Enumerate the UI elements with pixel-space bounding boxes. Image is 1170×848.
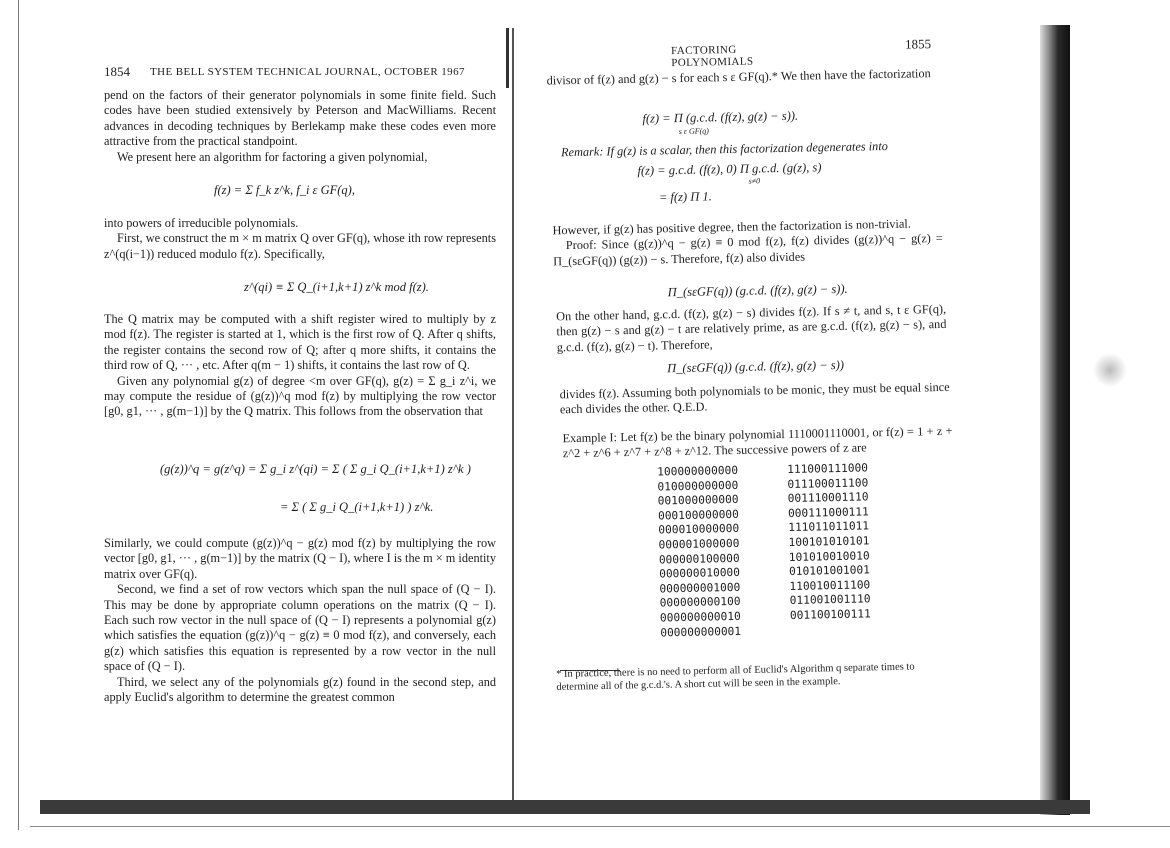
left-equation-3b: = Σ ( Σ g_i Q_(i+1,k+1) ) z^k.: [280, 500, 434, 514]
left-equation-2: z^(qi) ≡ Σ Q_(i+1,k+1) z^k mod f(z).: [244, 280, 429, 294]
table-row: 010000000000: [657, 478, 739, 494]
left-paragraph-5: The Q matrix may be computed with a shift register wired to multiply by z mod f(z). The register is started at 1, which is the first row of Q. After q shifts, the register contains the second row of Q; after q more shifts, it contains the third row of Q, ··· , etc. After q(m − 1) shifts, it contains the last row of Q.: [104, 312, 496, 373]
right-paragraph-1: divisor of f(z) and g(z) − s for each s ε GF(q).* We then have the factorization: [546, 66, 931, 88]
table-row: 010101001001: [788, 563, 871, 579]
left-paragraph-9: Third, we select any of the polynomials g(z) found in the second step, and apply Euclid's algorithm to determine the greatest common: [104, 674, 496, 705]
left-text-block-3: [104, 312, 496, 420]
right-equation-3: = f(z) Π 1.: [658, 189, 712, 205]
table-row: 000010000000: [658, 522, 740, 537]
table-row: 000100000000: [657, 507, 739, 523]
right-text-block-3: [556, 302, 947, 356]
right-paragraph-4: divides f(z). Assuming both polynomials to be monic, they must be equal since each divides the other. Q.E.D.: [559, 379, 950, 417]
powers-table-right-column: [787, 461, 871, 623]
right-example: Example I: Let f(z) be the binary polynomial 1110001110001, or f(z) = 1 + z + z^2 + z^6 + z^7 + z^8 + z^12. The successive powers of z are: [562, 423, 953, 461]
left-equation-1: f(z) = Σ f_k z^k, f_i ε GF(q),: [214, 183, 355, 197]
table-row: 000000000100: [659, 595, 741, 610]
left-text-block-4: [104, 536, 496, 705]
right-equation-5: Π_(sεGF(q)) (g.c.d. (f(z), g(z) − s)): [667, 357, 845, 376]
table-row: 000001000000: [658, 536, 740, 552]
right-equation-4: Π_(sεGF(q)) (g.c.d. (f(z), g(z) − s)).: [667, 281, 848, 300]
scan-artifact: [1090, 350, 1130, 390]
table-row: 001100100111: [789, 607, 871, 622]
left-paragraph-3: into powers of irreducible polynomials.: [104, 216, 299, 230]
table-row: 110010011100: [789, 578, 871, 593]
right-paragraph-2: However, if g(z) has positive degree, then the factorization is non-trivial.: [552, 216, 911, 238]
right-equation-2: f(z) = g.c.d. (f(z), 0) Π g.c.d. (g(z), s): [637, 160, 822, 178]
left-text-block-2: [104, 216, 496, 262]
table-row: 000000000010: [659, 609, 741, 625]
table-row: 000000001000: [659, 580, 741, 596]
table-row: 101010010010: [788, 548, 870, 564]
left-paragraph-2: We present here an algorithm for factoring a given polynomial,: [117, 149, 428, 164]
left-paragraph-4: First, we construct the m × m matrix Q over GF(q), whose ith row represents z^(q(i−1)) reduced modulo f(z). Specifically,: [104, 231, 496, 261]
table-row: 100000000000: [657, 463, 739, 479]
right-text-block-1: [547, 66, 937, 89]
table-row: 100101010101: [788, 534, 870, 549]
right-equation-1-subscript: s ε GF(q): [678, 126, 709, 136]
table-row: 011001001110: [789, 592, 871, 608]
left-running-head: THE BELL SYSTEM TECHNICAL JOURNAL, OCTOBER 1967: [150, 66, 465, 78]
page-edge-left: [18, 0, 19, 830]
left-paragraph-8: Second, we find a set of row vectors which span the null space of (Q − I). This may be done by appropriate column operations on the matrix (Q − I). Each such row vector in the null space of (Q − I) represents a polynomial g(z) which satisfies the equation (g(z))^q − g(z) ≡ 0 mod f(z), and conversely, each g(z) which satisfies this equation is represented by a row vector in the null space of (Q − I).: [104, 582, 496, 674]
table-row: 111000111000: [787, 461, 869, 476]
table-row: 011100011100: [787, 476, 869, 491]
right-text-block-2: [552, 216, 943, 270]
left-paragraph-7: Similarly, we could compute (g(z))^q − g(z) mod f(z) by multiplying the row vector [g0, g1, ··· , g(m−1)] by the matrix (Q − I), where I is the m × m identity matrix over GF(q).: [104, 536, 496, 581]
table-row: 000000010000: [659, 566, 741, 581]
right-paragraph-3: On the other hand, g.c.d. (f(z), g(z) − s) divides f(z). If s ≠ t, and s, t ε GF(q), then g(z) − s and g(z) − t are relatively prime, as are g.c.d. (f(z), g(z) − s), and g.c.d. (f(z), g(z) − t). Therefore,: [556, 301, 947, 355]
table-row: 001000000000: [657, 493, 739, 508]
right-equation-1: f(z) = Π (g.c.d. (f(z), g(z) − s)).: [642, 108, 799, 126]
table-row: 000000000001: [660, 624, 742, 639]
left-page-number: 1854: [104, 64, 130, 79]
page-edge-shadow-bottom: [40, 800, 1090, 814]
scan-border-line: [30, 826, 1170, 827]
book-gutter: [512, 28, 514, 813]
left-text-block-1: [104, 88, 496, 165]
table-row: 000000100000: [658, 551, 740, 567]
left-paragraph-1: pend on the factors of their generator polynomials in some finite field. Such codes have been studied extensively by Peterson and MacWilliams. Recent advances in decoding techniques by Berlekamp make these codes even more attractive from the practical standpoint.: [104, 88, 496, 149]
right-page-number: 1855: [904, 36, 932, 52]
left-equation-3a: (g(z))^q = g(z^q) = Σ g_i z^(qi) = Σ ( Σ g_i Q_(i+1,k+1) z^k ): [160, 462, 471, 476]
table-row: 001110001110: [787, 490, 869, 506]
gutter-shadow: [506, 28, 519, 88]
right-text-block-4: [560, 380, 951, 418]
right-proof: Proof: Since (g(z))^q − g(z) ≡ 0 mod f(z), f(z) divides (g(z))^q − g(z) = Π_(sεGF(q)) (g(z)) − s. Therefore, f(z) also divides: [552, 231, 943, 269]
right-running-head: FACTORING POLYNOMIALS: [670, 43, 754, 70]
footnote: * In practice, there is no need to perform all of Euclid's Algorithm q separate times to determine all of the g.c.d.'s. A short cut will be seen in the example.: [556, 661, 915, 693]
left-paragraph-6: Given any polynomial g(z) of degree <m over GF(q), g(z) = Σ g_i z^i, we may compute the residue of (g(z))^q mod f(z) by multiplying the row vector [g0, g1, ··· , g(m−1)] by the Q matrix. This follows from the observation that: [104, 373, 496, 419]
table-row: 111011011011: [788, 519, 870, 535]
table-row: 000111000111: [787, 505, 869, 520]
page-edge-shadow-right: [1040, 25, 1070, 815]
powers-table-left-column: [657, 464, 741, 641]
right-equation-2-subscript: s≠0: [748, 176, 761, 186]
right-remark: Remark: If g(z) is a scalar, then this factorization degenerates into: [560, 138, 888, 160]
